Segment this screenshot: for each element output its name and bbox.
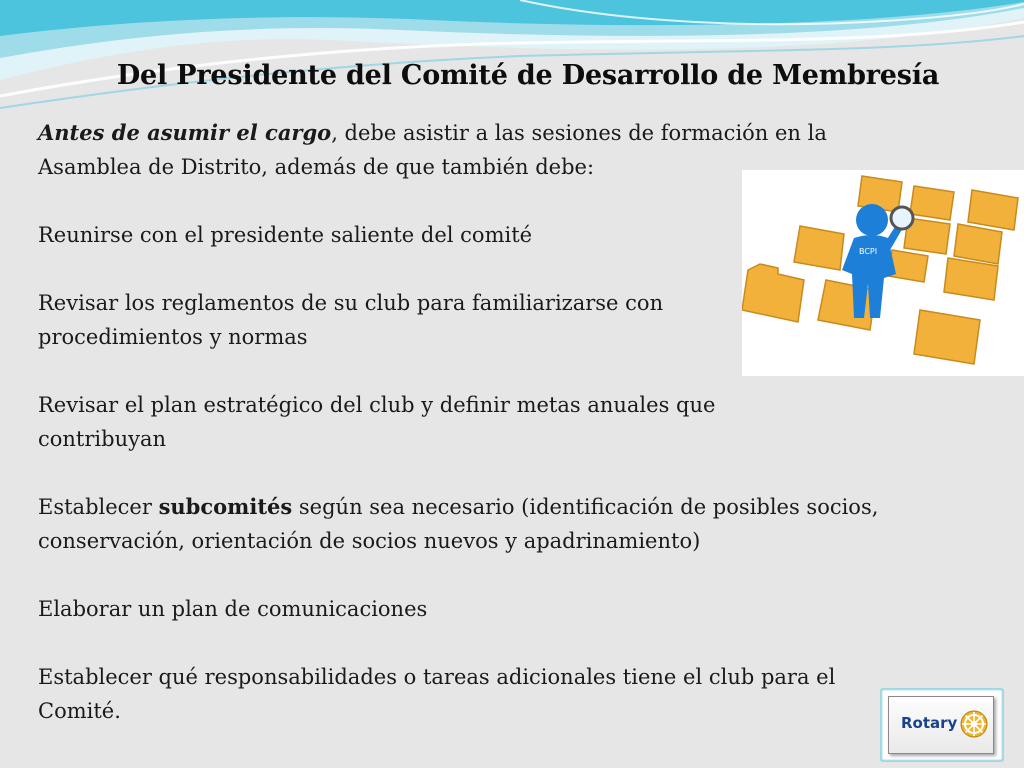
intro-rest: , debe asistir a las sesiones de formación en la Asamblea de Distrito, además de que también debe: [38, 121, 827, 179]
list-item [38, 660, 858, 728]
intro-emphasis: Antes de asumir el cargo [38, 120, 332, 145]
rotary-wordmark: Rotary [901, 714, 958, 732]
list-item-post: según sea necesario (identificación de posibles socios, conservación, orientación de socios nuevos y apadrinamiento) [38, 495, 879, 553]
rotary-wheel-icon [959, 709, 989, 739]
list-item: Elaborar un plan de comunicaciones [38, 597, 428, 621]
list-item-text: Revisar el plan estratégico del club y definir metas anuales que contribuyan [38, 393, 716, 451]
figure-magnifier-folders-icon [742, 170, 1024, 376]
folder-icon [742, 264, 804, 322]
list-item [38, 490, 928, 558]
list-item [38, 388, 838, 456]
list-item-bold: subcomités [158, 494, 293, 519]
list-item [38, 286, 738, 354]
list-item-pre: Establecer [38, 495, 159, 519]
list-item: Reunirse con el presidente saliente del comité [38, 223, 533, 247]
slide-title: Del Presidente del Comité de Desarrollo de Membresía [116, 60, 940, 91]
logo-card [888, 696, 994, 754]
list-item-text: Revisar los reglamentos de su club para familiarizarse con procedimientos y normas [38, 291, 664, 349]
figure-badge-text: BCPI [859, 247, 878, 256]
rotary-logo[interactable] [880, 688, 1004, 762]
list-item-text: Establecer qué responsabilidades o tareas adicionales tiene el club para el Comité. [38, 665, 836, 723]
